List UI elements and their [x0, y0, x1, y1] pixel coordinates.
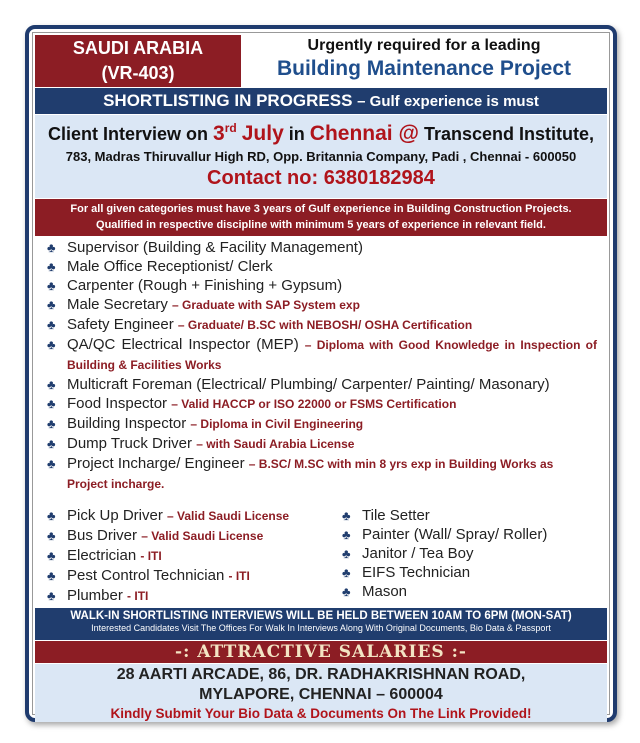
club-bullet-icon: ♣ [47, 259, 56, 274]
walkin-bar [35, 608, 607, 640]
header [35, 35, 607, 87]
club-bullet-icon: ♣ [47, 416, 56, 431]
job-item: ♣ EIFS Technician [342, 564, 471, 581]
interview-venue: Transcend Institute, [423, 124, 595, 144]
walkin-timing: WALK-IN SHORTLISTING INTERVIEWS WILL BE HELD BETWEEN 10AM TO 6PM (MON-SAT) [70, 610, 572, 622]
shortlisting-title: SHORTLISTING IN PROGRESS [103, 91, 353, 110]
club-bullet-icon: ♣ [342, 565, 351, 580]
job-item: ♣ Dump Truck Driver – with Saudi Arabia License [47, 435, 355, 452]
club-bullet-icon: ♣ [47, 278, 56, 293]
shortlisting-bar [35, 88, 607, 114]
interview-day: 3rd [213, 121, 237, 145]
note-line-1: For all given categories must have 3 years of Gulf experience in Building Construction Projects. [70, 203, 572, 215]
job-item: ♣ Tile Setter [342, 507, 430, 524]
job-item: ♣ Janitor / Tea Boy [342, 545, 474, 562]
job-item: ♣ Mason [342, 583, 408, 600]
job-item: ♣ Supervisor (Building & Facility Management) [47, 239, 363, 256]
job-item: ♣ Male Secretary – Graduate with SAP System exp [47, 296, 360, 313]
note-line-2: Qualified in respective discipline with minimum 5 years of experience in relevant field. [96, 219, 546, 231]
interview-block [35, 115, 607, 198]
visa-code: (VR-403) [101, 63, 175, 83]
project-title: Building Maintenance Project [276, 57, 572, 80]
job-column-right [342, 506, 602, 601]
interview-in: in [288, 124, 305, 144]
venue-address: 783, Madras Thiruvallur High RD, Opp. Britannia Company, Padi , Chennai - 600050 [65, 149, 577, 164]
interview-month: July [241, 122, 284, 145]
salary-banner: -: ATTRACTIVE SALARIES :- [35, 641, 607, 663]
club-bullet-icon: ♣ [47, 377, 56, 392]
club-bullet-icon: ♣ [47, 337, 56, 352]
job-item: ♣ QA/QC Electrical Inspector (MEP) – Diploma with Good Knowledge in Inspection of Building & Facilities Works [47, 336, 597, 372]
submission-note: Kindly Submit Your Bio Data & Documents On The Link Provided! [110, 706, 532, 721]
club-bullet-icon: ♣ [342, 527, 351, 542]
gulf-requirement: – Gulf experience is must [357, 93, 539, 110]
club-bullet-icon: ♣ [47, 396, 56, 411]
job-item: ♣ Carpenter (Rough + Finishing + Gypsum) [47, 277, 343, 294]
walkin-instructions: Interested Candidates Visit The Offices For Walk In Interviews Along With Original Documents, Bio Data & Passport [91, 623, 551, 633]
office-address-line-2: MYLAPORE, CHENNAI – 600004 [199, 686, 443, 703]
job-item: ♣ Pick Up Driver – Valid Saudi License [47, 507, 290, 524]
job-item: ♣ Multicraft Foreman (Electrical/ Plumbing/ Carpenter/ Painting/ Masonary) [47, 376, 550, 393]
club-bullet-icon: ♣ [342, 584, 351, 599]
job-item: ♣ Male Office Receptionist/ Clerk [47, 258, 273, 275]
poster-inner-border [32, 32, 610, 721]
contact-number: Contact no: 6380182984 [207, 167, 435, 189]
club-bullet-icon: ♣ [47, 508, 56, 523]
job-item: ♣ Bus Driver – Valid Saudi License [47, 527, 264, 544]
job-list [47, 238, 597, 494]
job-item: ♣ Food Inspector – Valid HACCP or ISO 22000 or FSMS Certification [47, 395, 457, 412]
interview-day-suffix: rd [224, 121, 237, 135]
club-bullet-icon: ♣ [47, 297, 56, 312]
club-bullet-icon: ♣ [342, 546, 351, 561]
club-bullet-icon: ♣ [47, 588, 56, 603]
job-column-left [47, 506, 337, 606]
club-bullet-icon: ♣ [47, 436, 56, 451]
urgent-text: Urgently required for a leading [307, 37, 541, 54]
job-item: ♣ Painter (Wall/ Spray/ Roller) [342, 526, 548, 543]
club-bullet-icon: ♣ [47, 317, 56, 332]
job-item: ♣ Safety Engineer – Graduate/ B.SC with NEBOSH/ OSHA Certification [47, 316, 473, 333]
job-item: ♣ Electrician - ITI [47, 547, 162, 564]
interview-line [35, 115, 607, 146]
job-item: ♣ Plumber - ITI [47, 587, 149, 604]
club-bullet-icon: ♣ [342, 508, 351, 523]
club-bullet-icon: ♣ [47, 548, 56, 563]
interview-city: Chennai @ [309, 122, 419, 145]
office-address-line-1: 28 AARTI ARCADE, 86, DR. RADHAKRISHNAN ROAD, [116, 666, 526, 683]
job-item: ♣ Pest Control Technician - ITI [47, 567, 250, 584]
requirement-box [241, 35, 607, 87]
club-bullet-icon: ♣ [47, 568, 56, 583]
country-box [35, 35, 241, 87]
job-item: ♣ Project Incharge/ Engineer – B.SC/ M.SC with min 8 yrs exp in Building Works as Project incharge. [47, 455, 554, 491]
club-bullet-icon: ♣ [47, 240, 56, 255]
job-item: ♣ Building Inspector – Diploma in Civil Engineering [47, 415, 364, 432]
country-name: SAUDI ARABIA [72, 38, 204, 58]
interview-prefix: Client Interview on [47, 124, 209, 144]
office-address-block [35, 664, 607, 722]
club-bullet-icon: ♣ [47, 528, 56, 543]
experience-note [35, 199, 607, 236]
club-bullet-icon: ♣ [47, 456, 56, 471]
poster-frame [25, 25, 617, 722]
